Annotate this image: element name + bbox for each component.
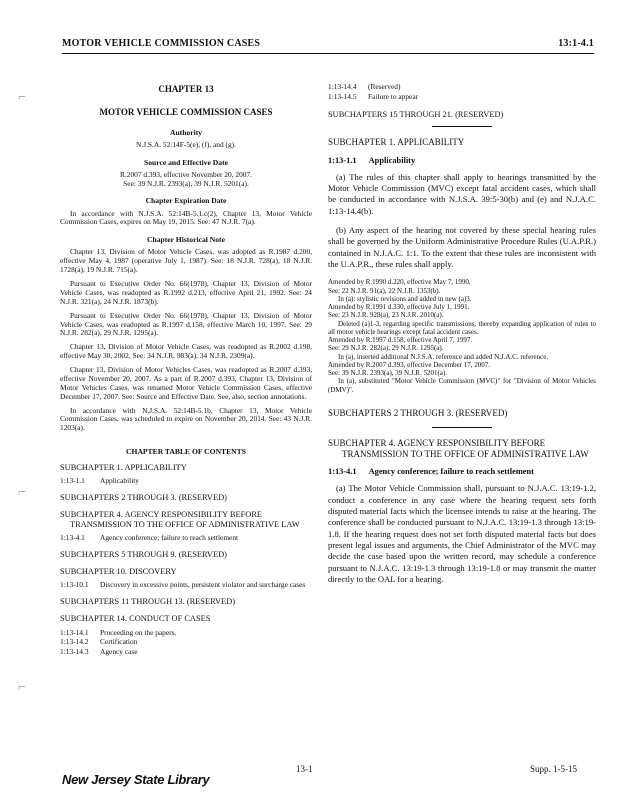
- section-heading: [328, 156, 596, 166]
- rule-paragraph: (a) The Motor Vehicle Commission shall, pursuant to N.J.A.C. 13:19-1.2, conduct a conference in any case where the hearing request sets forth disputed material facts which the licensee intends to raise at the hearing. The conference shall be conducted pursuant to N.J.A.C. 13:19-1.3 through 13:19-1.8. If the hearing request does not set forth disputed material facts but does present legal issues and arguments, the Chief Administrator of the MVC may decide the case based upon the written record, may schedule a conference pursuant to N.J.A.C. 13:19-1.3 through 13:19-1.8 or may transmit the matter directly to the OAL for a hearing.: [328, 483, 596, 585]
- amendment-line: In (a), inserted additional N.J.S.A. reference and added N.J.A.C. reference.: [338, 352, 549, 361]
- binding-mark: ⌐: [18, 90, 26, 105]
- binding-mark: ⌐: [18, 485, 26, 500]
- toc-subchapter[interactable]: SUBCHAPTERS 15 THROUGH 21. (RESERVED): [328, 109, 504, 119]
- toc-entry-number: 1:13-14.4: [328, 82, 357, 91]
- toc-subchapter[interactable]: SUBCHAPTER 10. DISCOVERY: [60, 567, 177, 577]
- history-paragraph: Pursuant to Executive Order No. 66(1978), Chapter 13, Division of Motor Vehicle Cases, was readopted as R.1992 d.213, effective April 21, 1992. See: 24 N.J.R. 321(a), 24 N.J.R. 1873(b).: [60, 279, 312, 306]
- amendment-line: Amended by R.2007 d.393, effective December 17, 2007.: [328, 360, 490, 369]
- toc-entry-title: Discovery in excessive points, persistent violator and surcharge cases: [100, 580, 306, 590]
- history-paragraph: Chapter 13, Division of Motor Vehicles Cases, was readopted as R.2007 d.393, effective November 20, 2007. As a part of R.2007 d.393, Chapter 13, Division of Motor Vehicles Cases, was renamed Motor Vehicle Commission Cases, effective December 17, 2007. See: Source and Effective Date. See, also, section annotations.: [60, 365, 312, 401]
- divider: [432, 427, 492, 428]
- history-paragraph: Chapter 13, Division of Motor Vehicle Cases, was readopted as R.2002 d.198, effective May 30, 2002. See: 34 N.J.R. 983(a), 34 N.J.R. 2309(a).: [60, 342, 312, 361]
- expiration-heading: Chapter Expiration Date: [145, 196, 227, 206]
- history-paragraph: Pursuant to Executive Order No. 66(1978), Chapter 13, Division of Motor Vehicle Cases, was readopted as R.1997 d.158, effective March 10, 1997. See: 29 N.J.R. 282(a), 29 N.J.R. 1295(a).: [60, 310, 312, 338]
- amendment-line: See: 29 N.J.R. 282(a), 29 N.J.R. 1295(a).: [328, 344, 444, 353]
- toc-heading: CHAPTER TABLE OF CONTENTS: [126, 447, 246, 457]
- toc-entry[interactable]: [328, 83, 596, 92]
- toc-entry[interactable]: [60, 581, 312, 590]
- divider: [432, 126, 492, 127]
- amendment-line: Amended by R.1990 d.220, effective May 7, 1990.: [328, 278, 471, 287]
- source-heading: Source and Effective Date: [143, 157, 228, 167]
- amendment-line: In (a): stylistic revisions and added in new (a)3.: [338, 294, 472, 303]
- left-column: [60, 78, 312, 658]
- toc-entry-number: 1:13-14.3: [60, 647, 89, 657]
- binding-mark: ⌐: [18, 680, 26, 695]
- rule-paragraph: (b) Any aspect of the hearing not covered by these special hearing rules shall be governed by the Uniform Administrative Procedure Rules (U.A.P.R.) contained in N.J.A.C. 1:1. To the extent that these rules are inconsistent with the U.A.P.R., these rules shall apply.: [328, 225, 596, 270]
- section-title: Agency conference; failure to reach settlement: [368, 467, 534, 477]
- toc-entry-number: 1:13-1.1: [60, 476, 85, 486]
- subchapter-heading: SUBCHAPTER 4. AGENCY RESPONSIBILITY BEFORE TRANSMISSION TO THE OFFICE OF ADMINISTRATIVE LAW: [328, 437, 589, 459]
- toc-entry[interactable]: [60, 534, 312, 543]
- header-section: 13:1-4.1: [558, 38, 594, 49]
- supplement-date: Supp. 1-5-15: [530, 764, 577, 774]
- toc-entry[interactable]: [60, 477, 312, 486]
- authority-text: N.J.S.A. 52:14F-5(e), (f), and (g).: [136, 139, 236, 149]
- toc-entry-title: Proceeding on the papers.: [100, 627, 177, 637]
- toc-entry-title: Certification: [100, 637, 138, 647]
- chapter-number: CHAPTER 13: [158, 84, 214, 94]
- subchapter-heading: SUBCHAPTERS 2 THROUGH 3. (RESERVED): [328, 407, 508, 418]
- toc-entry[interactable]: [328, 93, 596, 102]
- toc-entry-number: 1:13-14.1: [60, 627, 89, 637]
- toc-entry-title: Agency conference; failure to reach settlement: [100, 533, 239, 543]
- amendment-line: See: 39 N.J.R. 2393(a), 39 N.J.R. 5201(a).: [328, 369, 447, 378]
- subchapter-heading: SUBCHAPTER 1. APPLICABILITY: [328, 136, 465, 147]
- toc-entry-number: 1:13-14.2: [60, 637, 89, 647]
- history-heading: Chapter Historical Note: [147, 235, 225, 245]
- toc-entry-number: 1:13-10.1: [60, 580, 89, 590]
- toc-entry-title: Applicability: [100, 476, 139, 486]
- amendment-line: Amended by R.1997 d.158, effective April 7, 1997.: [328, 336, 473, 345]
- header-title: MOTOR VEHICLE COMMISSION CASES: [62, 38, 261, 49]
- toc-subchapter[interactable]: SUBCHAPTER 4. AGENCY RESPONSIBILITY BEFORE TRANSMISSION TO THE OFFICE OF ADMINISTRATIVE LAW: [60, 510, 300, 530]
- source-line-2: See: 39 N.J.R. 2393(a), 39 N.J.R. 5201(a).: [123, 178, 249, 188]
- toc-entry[interactable]: [60, 648, 312, 657]
- page-number: 13-1: [296, 764, 313, 774]
- section-number: 1:13-4.1: [328, 467, 357, 477]
- toc-entry[interactable]: [60, 638, 312, 647]
- section-title: Applicability: [368, 155, 416, 165]
- amendment-line: See: 22 N.J.R. 91(a), 22 N.J.R. 1353(b).: [328, 286, 441, 295]
- toc-subchapter[interactable]: SUBCHAPTERS 5 THROUGH 9. (RESERVED): [60, 550, 227, 560]
- amendment-line: Deleted (a)1-3, regarding specific transmissions, thereby expanding application of rules to all motor vehicle hearings except fatal accident cases.: [328, 319, 596, 336]
- section-number: 1:13-1.1: [328, 155, 357, 165]
- amendment-line: Amended by R.1991 d.330, effective July 1, 1991.: [328, 303, 470, 312]
- toc-subchapter[interactable]: SUBCHAPTER 1. APPLICABILITY: [60, 463, 187, 473]
- toc-entry-title: (Reserved): [368, 82, 401, 91]
- toc-subchapter[interactable]: SUBCHAPTER 14. CONDUCT OF CASES: [60, 614, 211, 624]
- toc-entry-number: 1:13-4.1: [60, 533, 85, 543]
- header-rule: [62, 53, 594, 54]
- history-paragraph: In accordance with N.J.S.A. 52:14B-5.1b, Chapter 13, Motor Vehicle Commission Cases, was scheduled to expire on November 20, 2014. See: 43 N.J.R. 1203(a).: [60, 405, 312, 433]
- right-column: [328, 82, 596, 594]
- library-stamp: New Jersey State Library: [62, 772, 210, 787]
- history-paragraph: Chapter 13, Division of Motor Vehicle Cases, was adopted as R.1987 d.200, effective May 4, 1987 (operative July 1, 1987). See: 18 N.J.R. 728(a), 18 N.J.R. 1728(a), 19 N.J.R. 715(a).: [60, 247, 312, 275]
- toc-subchapter[interactable]: SUBCHAPTERS 2 THROUGH 3. (RESERVED): [60, 493, 227, 503]
- amendment-line: In (a), substituted "Motor Vehicle Commission (MVC)" for "Division of Motor Vehicles (DMV)".: [328, 377, 596, 394]
- toc-entry[interactable]: [60, 629, 312, 638]
- toc-entry-number: 1:13-14.5: [328, 91, 357, 101]
- chapter-title: MOTOR VEHICLE COMMISSION CASES: [99, 106, 273, 117]
- toc-entry-title: Agency case: [100, 647, 138, 657]
- rule-paragraph: (a) The rules of this chapter shall apply to hearings transmitted by the Motor Vehicle Commission (MVC) except fatal accident cases, which shall be conducted in accordance with N.J.S.A. 39:5-30(b) and (e) and N.J.A.C. 1:13-14.4(b).: [328, 171, 596, 216]
- amendment-notes: [328, 278, 596, 394]
- section-heading: [328, 467, 596, 477]
- authority-heading: Authority: [169, 127, 203, 137]
- amendment-line: See: 23 N.J.R. 928(a), 23 N.J.R. 2010(a).: [328, 311, 444, 320]
- toc-subchapter[interactable]: SUBCHAPTERS 11 THROUGH 13. (RESERVED): [60, 597, 235, 607]
- toc-entry-title: Failure to appear: [368, 91, 419, 101]
- running-header: [62, 38, 594, 49]
- expiration-text: In accordance with N.J.S.A. 52:14B-5.1.c(2), Chapter 13, Motor Vehicle Commission Cases, expires on May 19, 2015. See: 47 N.J.R. 7(a).: [60, 208, 312, 227]
- source-line-1: R.2007 d.393, effective November 20, 2007.: [119, 169, 253, 179]
